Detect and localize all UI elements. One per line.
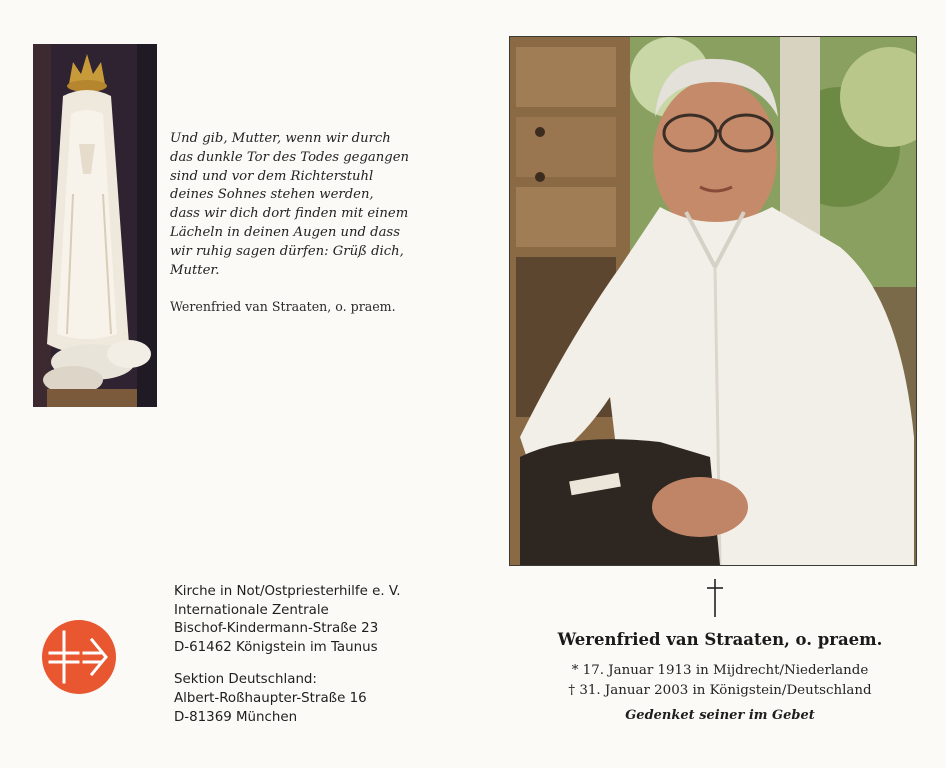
prayer-line: Lächeln in deinen Augen und dass — [170, 224, 400, 240]
kirche-in-not-logo — [42, 620, 116, 694]
organization-unit: Internationale Zentrale — [174, 602, 329, 618]
section-title: Sektion Deutschland: — [174, 672, 317, 688]
prayer-text — [170, 130, 470, 280]
madonna-statue-image — [33, 44, 157, 407]
prayer-line: Und gib, Mutter, wenn wir durch — [170, 131, 391, 146]
organization-name: Kirche in Not/Ostpriesterhilfe e. V. — [174, 584, 401, 599]
prayer-line: sind und vor dem Richterstuhl — [170, 168, 374, 184]
portrait-photo — [509, 36, 917, 566]
section-street: Albert-Roßhaupter-Straße 16 — [174, 690, 367, 706]
cross-icon — [705, 577, 725, 619]
prayer-line: wir ruhig sagen dürfen: Grüß dich, — [170, 243, 404, 259]
organization-address — [174, 583, 401, 727]
prayer-line: dass wir dich dort finden mit einem — [170, 206, 409, 222]
prayer-author: Werenfried van Straaten, o. praem. — [170, 299, 396, 314]
death-date: † 31. Januar 2003 in Königstein/Deutschland — [568, 682, 872, 698]
organization-city: D-61462 Königstein im Taunus — [174, 639, 378, 655]
life-dates — [520, 661, 920, 700]
prayer-line: das dunkle Tor des Todes gegangen — [170, 149, 410, 165]
birth-date: * 17. Januar 1913 in Mijdrecht/Niederlande — [571, 663, 869, 678]
organization-street: Bischof-Kindermann-Straße 23 — [174, 621, 379, 637]
prayer-line: Mutter. — [170, 262, 220, 278]
section-city: D-81369 München — [174, 709, 298, 725]
closing-line: Gedenket seiner im Gebet — [625, 708, 815, 723]
deceased-name: Werenfried van Straaten, o. praem. — [557, 630, 883, 649]
prayer-line: deines Sohnes stehen werden, — [170, 187, 374, 203]
